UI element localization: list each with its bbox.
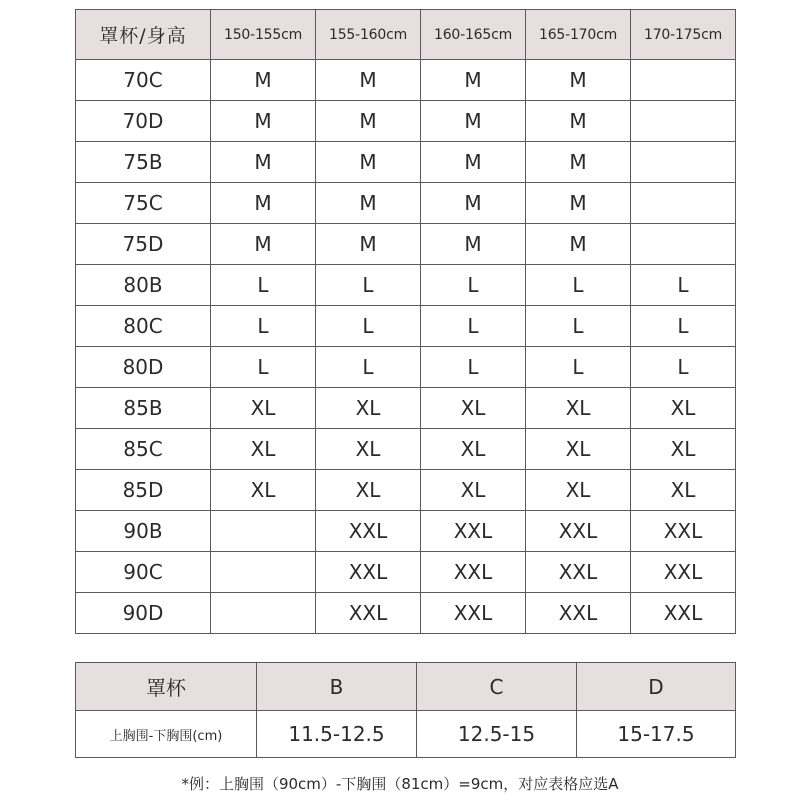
- size-cell: XL: [526, 429, 631, 470]
- cup-header-row: [76, 663, 736, 711]
- size-cell: L: [631, 306, 736, 347]
- size-row: [76, 470, 736, 511]
- size-row: [76, 60, 736, 101]
- size-cell: M: [421, 142, 526, 183]
- size-cell: L: [421, 347, 526, 388]
- size-cell: M: [526, 142, 631, 183]
- cup-difference-table: [75, 662, 736, 758]
- size-cell: XXL: [631, 593, 736, 634]
- bust-difference-label: 上胸围-下胸围(cm): [76, 711, 257, 758]
- size-cell: [211, 552, 316, 593]
- size-cell: M: [211, 142, 316, 183]
- cup-size-label: 80C: [76, 306, 211, 347]
- size-cell: M: [316, 224, 421, 265]
- size-cell: XL: [211, 429, 316, 470]
- height-header: 165-170cm: [526, 10, 631, 60]
- size-cell: M: [211, 101, 316, 142]
- size-cell: [631, 101, 736, 142]
- size-cell: XXL: [421, 511, 526, 552]
- cup-size-label: 85B: [76, 388, 211, 429]
- height-header: 155-160cm: [316, 10, 421, 60]
- cup-size-label: 70C: [76, 60, 211, 101]
- size-cell: L: [526, 306, 631, 347]
- size-cell: XL: [421, 429, 526, 470]
- size-cell: [631, 60, 736, 101]
- size-cell: M: [421, 224, 526, 265]
- size-cell: M: [526, 101, 631, 142]
- size-cell: M: [211, 224, 316, 265]
- size-cell: M: [211, 183, 316, 224]
- cup-size-label: 80D: [76, 347, 211, 388]
- size-cell: M: [526, 60, 631, 101]
- size-cell: L: [526, 347, 631, 388]
- size-cell: XL: [211, 470, 316, 511]
- size-cell: L: [211, 306, 316, 347]
- size-cell: XL: [631, 470, 736, 511]
- cup-size-label: 75D: [76, 224, 211, 265]
- size-cell: [631, 183, 736, 224]
- size-cell: M: [316, 183, 421, 224]
- size-row: [76, 142, 736, 183]
- size-cell: M: [316, 60, 421, 101]
- size-cell: XXL: [316, 593, 421, 634]
- size-row: [76, 429, 736, 470]
- size-cell: M: [316, 101, 421, 142]
- size-chart-body: [76, 60, 736, 634]
- size-cell: XL: [526, 470, 631, 511]
- size-cell: XL: [316, 388, 421, 429]
- size-cell: M: [421, 183, 526, 224]
- size-cell: M: [421, 60, 526, 101]
- cup-letter: C: [417, 663, 577, 711]
- size-row: [76, 224, 736, 265]
- cup-size-label: 90B: [76, 511, 211, 552]
- size-cell: XXL: [316, 552, 421, 593]
- size-cell: XXL: [526, 593, 631, 634]
- size-cell: L: [211, 347, 316, 388]
- size-cell: XXL: [526, 511, 631, 552]
- size-cell: M: [211, 60, 316, 101]
- cup-size-label: 70D: [76, 101, 211, 142]
- size-cell: M: [526, 183, 631, 224]
- bust-difference-range: 11.5-12.5: [257, 711, 417, 758]
- size-cell: XL: [211, 388, 316, 429]
- cup-size-label: 90D: [76, 593, 211, 634]
- bust-difference-range: 15-17.5: [577, 711, 736, 758]
- cup-size-label: 75B: [76, 142, 211, 183]
- cup-range-row: [76, 711, 736, 758]
- size-row: [76, 306, 736, 347]
- size-cell: M: [526, 224, 631, 265]
- size-cell: L: [316, 347, 421, 388]
- size-cell: XXL: [631, 511, 736, 552]
- size-cell: XL: [631, 429, 736, 470]
- height-header: 160-165cm: [421, 10, 526, 60]
- bust-difference-range: 12.5-15: [417, 711, 577, 758]
- size-cell: L: [421, 265, 526, 306]
- size-cell: XL: [316, 429, 421, 470]
- size-cell: XL: [421, 470, 526, 511]
- size-cell: [211, 511, 316, 552]
- size-row: [76, 593, 736, 634]
- cup-size-label: 85C: [76, 429, 211, 470]
- cup-letter: B: [257, 663, 417, 711]
- size-row: [76, 388, 736, 429]
- height-header: 150-155cm: [211, 10, 316, 60]
- size-cell: XXL: [631, 552, 736, 593]
- size-cell: [631, 142, 736, 183]
- size-cell: L: [631, 265, 736, 306]
- size-cell: XXL: [421, 593, 526, 634]
- size-row: [76, 552, 736, 593]
- size-cell: XXL: [526, 552, 631, 593]
- size-cell: L: [421, 306, 526, 347]
- size-row: [76, 347, 736, 388]
- cup-letter: D: [577, 663, 736, 711]
- cup-height-corner-header: 罩杯/身高: [76, 10, 211, 60]
- size-row: [76, 511, 736, 552]
- size-cell: XL: [316, 470, 421, 511]
- cup-size-label: 75C: [76, 183, 211, 224]
- cup-header-label: 罩杯: [76, 663, 257, 711]
- size-cell: L: [526, 265, 631, 306]
- size-row: [76, 265, 736, 306]
- cup-size-label: 80B: [76, 265, 211, 306]
- size-chart-table: [75, 9, 736, 634]
- size-cell: L: [211, 265, 316, 306]
- size-cell: XL: [526, 388, 631, 429]
- size-cell: XXL: [421, 552, 526, 593]
- size-chart-header-row: [76, 10, 736, 60]
- size-row: [76, 101, 736, 142]
- size-row: [76, 183, 736, 224]
- size-cell: M: [316, 142, 421, 183]
- size-cell: L: [316, 265, 421, 306]
- size-cell: [211, 593, 316, 634]
- size-cell: L: [631, 347, 736, 388]
- size-cell: XXL: [316, 511, 421, 552]
- cup-size-label: 85D: [76, 470, 211, 511]
- size-cell: M: [421, 101, 526, 142]
- size-cell: XL: [421, 388, 526, 429]
- example-note: *例：上胸围（90cm）-下胸围（81cm）=9cm，对应表格应选A: [181, 775, 619, 793]
- size-cell: [631, 224, 736, 265]
- cup-size-label: 90C: [76, 552, 211, 593]
- height-header: 170-175cm: [631, 10, 736, 60]
- size-cell: L: [316, 306, 421, 347]
- size-cell: XL: [631, 388, 736, 429]
